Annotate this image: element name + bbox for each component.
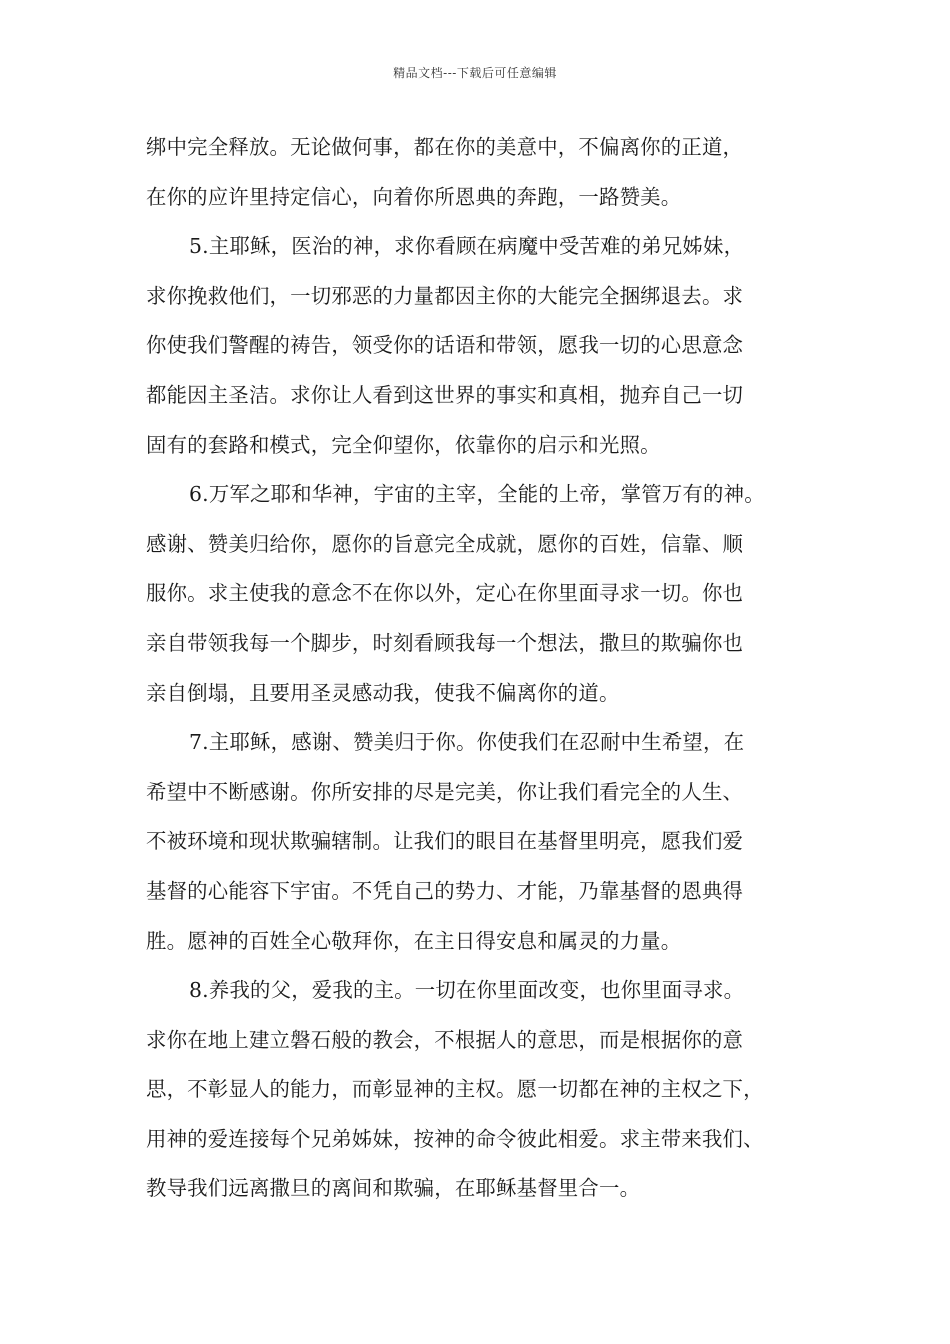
- text-line: 固有的套路和模式，完全仰望你，依靠你的启示和光照。: [146, 432, 661, 457]
- text-line: 胜。愿神的百姓全心敬拜你，在主日得安息和属灵的力量。: [146, 928, 682, 953]
- text-line: 用神的爱连接每个兄弟姊妹，按神的命令彼此相爱。求主带来我们、: [146, 1126, 764, 1151]
- text-line: 基督的心能容下宇宙。不凭自己的势力、才能，乃靠基督的恩典得: [146, 878, 744, 903]
- paragraph-first-line: 8.养我的父，爱我的主。一切在你里面改变，也你里面寻求。: [189, 978, 745, 1003]
- document-body: [146, 123, 816, 1214]
- text-line: 思，不彰显人的能力，而彰显神的主权。愿一切都在神的主权之下，: [146, 1077, 764, 1102]
- text-line: 绑中完全释放。无论做何事，都在你的美意中，不偏离你的正道，: [146, 135, 744, 159]
- text-line: 教导我们远离撒旦的离间和欺骗，在耶稣基督里合一。: [146, 1176, 641, 1201]
- text-line: 都能因主圣洁。求你让人看到这世界的事实和真相，抛弃自己一切: [146, 382, 744, 407]
- text-line: 希望中不断感谢。你所安排的尽是完美，你让我们看完全的人生、: [146, 779, 744, 804]
- text-line: 你使我们警醒的祷告，领受你的话语和带领，愿我一切的心思意念: [146, 333, 744, 358]
- text-line: 感谢、赞美归给你，愿你的旨意完全成就，愿你的百姓，信靠、顺: [146, 531, 744, 556]
- paragraph-first-line: 7.主耶稣，感谢、赞美归于你。你使我们在忍耐中生希望，在: [189, 730, 745, 755]
- text-line: 在你的应许里持定信心，向着你所恩典的奔跑，一路赞美。: [146, 184, 682, 209]
- paragraph-first-line: 5.主耶稣，医治的神，求你看顾在病魔中受苦难的弟兄姊妹，: [189, 234, 745, 259]
- text-line: 亲自带领我每一个脚步，时刻看顾我每一个想法，撒旦的欺骗你也: [146, 630, 744, 655]
- paragraph-first-line: 6.万军之耶和华神，宇宙的主宰，全能的上帝，掌管万有的神。: [189, 482, 765, 507]
- text-line: 求你挽救他们，一切邪恶的力量都因主你的大能完全捆绑退去。求: [146, 283, 744, 308]
- text-line: 服你。求主使我的意念不在你以外，定心在你里面寻求一切。你也: [146, 581, 744, 606]
- text-line: 不被环境和现状欺骗辖制。让我们的眼目在基督里明亮，愿我们爱: [146, 829, 744, 854]
- page-header: 精品文档---下载后可任意编辑: [393, 66, 557, 80]
- text-line: 亲自倒塌，且要用圣灵感动我，使我不偏离你的道。: [146, 680, 620, 705]
- text-line: 求你在地上建立磐石般的教会，不根据人的意思，而是根据你的意: [146, 1027, 744, 1052]
